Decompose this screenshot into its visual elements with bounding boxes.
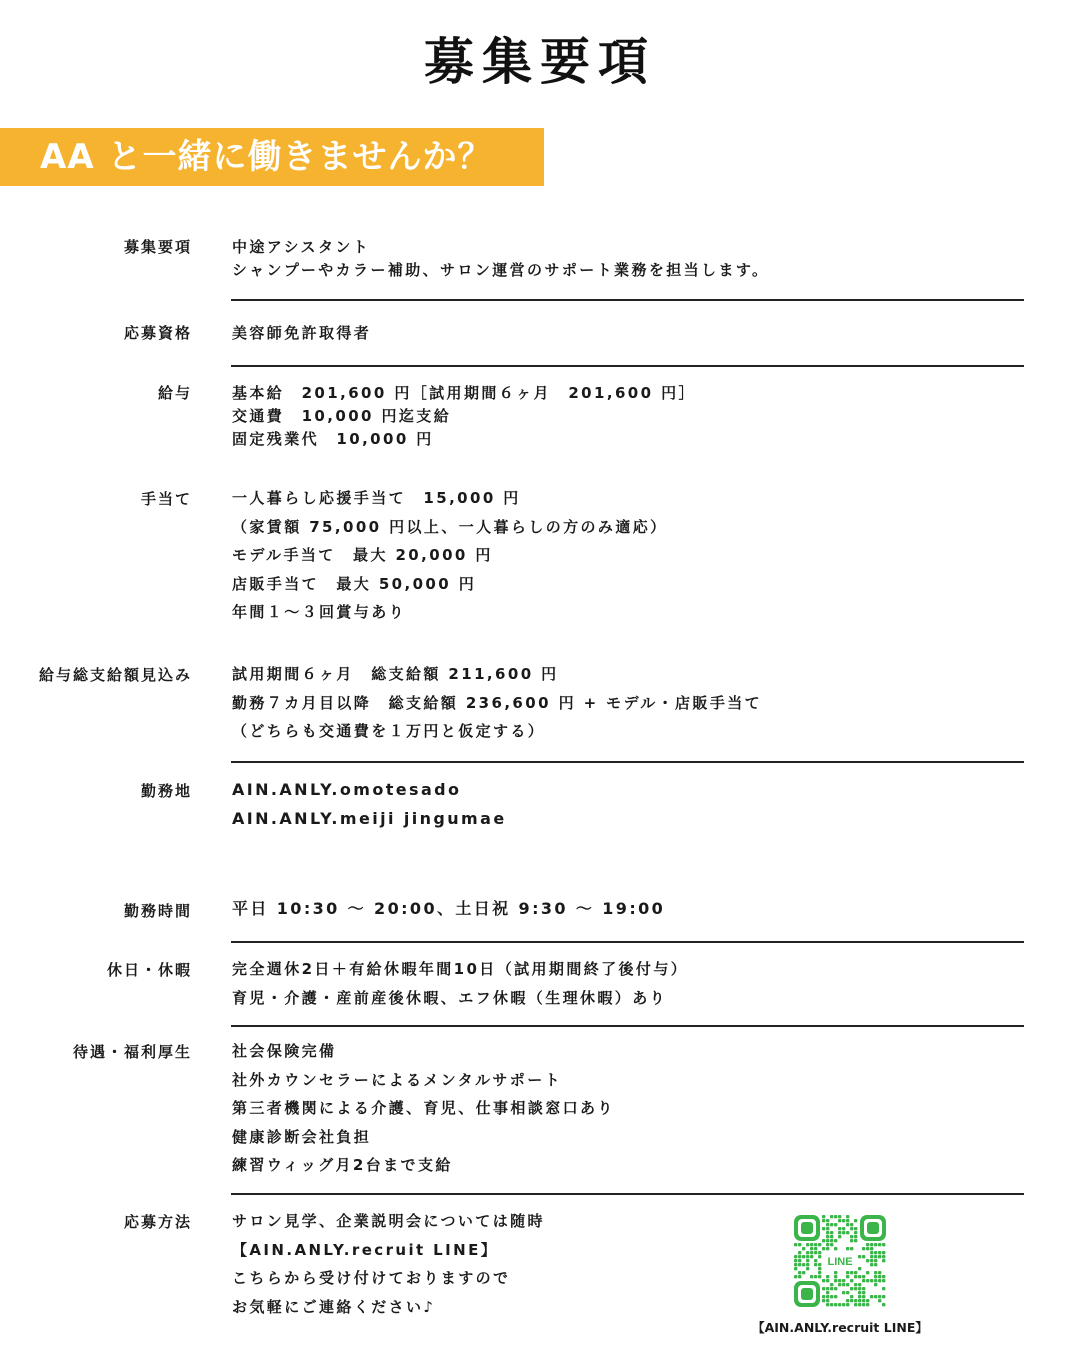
sougaku-line: 試用期間６ヶ月 総支給額 211,600 円 (232, 665, 559, 683)
value-kyujitsu (232, 955, 832, 1012)
kyuyo-line: 交通費 10,000 円迄支給 (232, 407, 452, 425)
kyuyo-line: 固定残業代 10,000 円 (232, 430, 434, 448)
taigu-line: 社会保険完備 (232, 1042, 337, 1060)
divider (231, 1025, 1024, 1027)
kinmuchi-line: AIN.ANLY.omotesado (232, 780, 462, 799)
teate-line: モデル手当て 最大 20,000 円 (232, 546, 493, 564)
label-houhou: 応募方法 (123, 1213, 192, 1231)
value-kinmuchi (232, 776, 832, 833)
divider (231, 299, 1024, 301)
divider (231, 941, 1024, 943)
bosyu-line: 中途アシスタント (232, 238, 371, 256)
value-kyuyo (232, 382, 832, 451)
label-taigu: 待遇・福利厚生 (72, 1043, 192, 1061)
label-jikan: 勤務時間 (123, 902, 192, 920)
houhou-line: サロン見学、企業説明会については随時 (232, 1212, 545, 1230)
headline-text: AA と一緒に働きませんか？ (40, 137, 493, 177)
qr-caption: 【AIN.ANLY.recruit LINE】 (752, 1320, 928, 1335)
kyuyo-line: 基本給 201,600 円［試用期間６ヶ月 201,600 円］ (232, 384, 696, 402)
jikan-line: 平日 10:30 ～ 20:00、土日祝 9:30 ～ 19:00 (232, 899, 666, 918)
headline-banner (0, 128, 544, 186)
kyujitsu-line: 完全週休2日＋有給休暇年間10日（試用期間終了後付与） (232, 960, 689, 978)
label-kyuyo: 給与 (157, 384, 192, 402)
sougaku-line: 勤務７カ月目以降 総支給額 236,600 円 + モデル・店販手当て (232, 693, 763, 712)
label-bosyu: 募集要項 (123, 238, 192, 256)
line-qr-code[interactable] (793, 1214, 887, 1308)
qr-center-label: LINE (827, 1256, 853, 1268)
qr-code-graphic (793, 1214, 887, 1308)
houhou-line: お気軽にご連絡ください♪ (232, 1297, 436, 1316)
divider (231, 1193, 1024, 1195)
teate-line: 年間１～３回賞与あり (232, 603, 407, 621)
kyujitsu-line: 育児・介護・産前産後休暇、エフ休暇（生理休暇）あり (232, 988, 668, 1007)
value-jikan (232, 897, 832, 920)
value-taigu (232, 1037, 832, 1180)
label-kyujitsu: 休日・休暇 (106, 961, 192, 979)
bosyu-line: シャンプーやカラー補助、サロン運営のサポート業務を担当します。 (232, 261, 770, 279)
taigu-line: 練習ウィッグ月2台まで支給 (232, 1156, 453, 1174)
label-sougaku: 給与総支給額見込み (38, 666, 192, 684)
divider (231, 365, 1024, 367)
houhou-line: 【AIN.ANLY.recruit LINE】 (232, 1240, 499, 1259)
label-teate: 手当て (140, 490, 192, 508)
value-teate (232, 484, 832, 627)
taigu-line: 健康診断会社負担 (232, 1127, 372, 1146)
divider (231, 761, 1024, 763)
shikaku-line: 美容師免許取得者 (232, 324, 372, 342)
taigu-line: 社外カウンセラーによるメンタルサポート (232, 1070, 563, 1089)
sougaku-line: （どちらも交通費を１万円と仮定する） (232, 722, 546, 740)
teate-line: 一人暮らし応援手当て 15,000 円 (232, 489, 521, 507)
page-title: 募集要項 (424, 33, 656, 91)
label-shikaku: 応募資格 (123, 324, 192, 342)
value-bosyu (232, 236, 832, 282)
value-sougaku (232, 660, 832, 746)
value-houhou (232, 1207, 832, 1321)
teate-line: （家賃額 75,000 円以上、一人暮らしの方のみ適応） (232, 517, 668, 536)
value-shikaku (232, 322, 832, 345)
kinmuchi-line: AIN.ANLY.meiji jingumae (232, 808, 507, 828)
houhou-line: こちらから受け付けておりますので (232, 1269, 511, 1287)
label-kinmuchi: 勤務地 (140, 782, 192, 800)
teate-line: 店販手当て 最大 50,000 円 (232, 574, 477, 593)
taigu-line: 第三者機関による介護、育児、仕事相談窓口あり (232, 1099, 615, 1117)
